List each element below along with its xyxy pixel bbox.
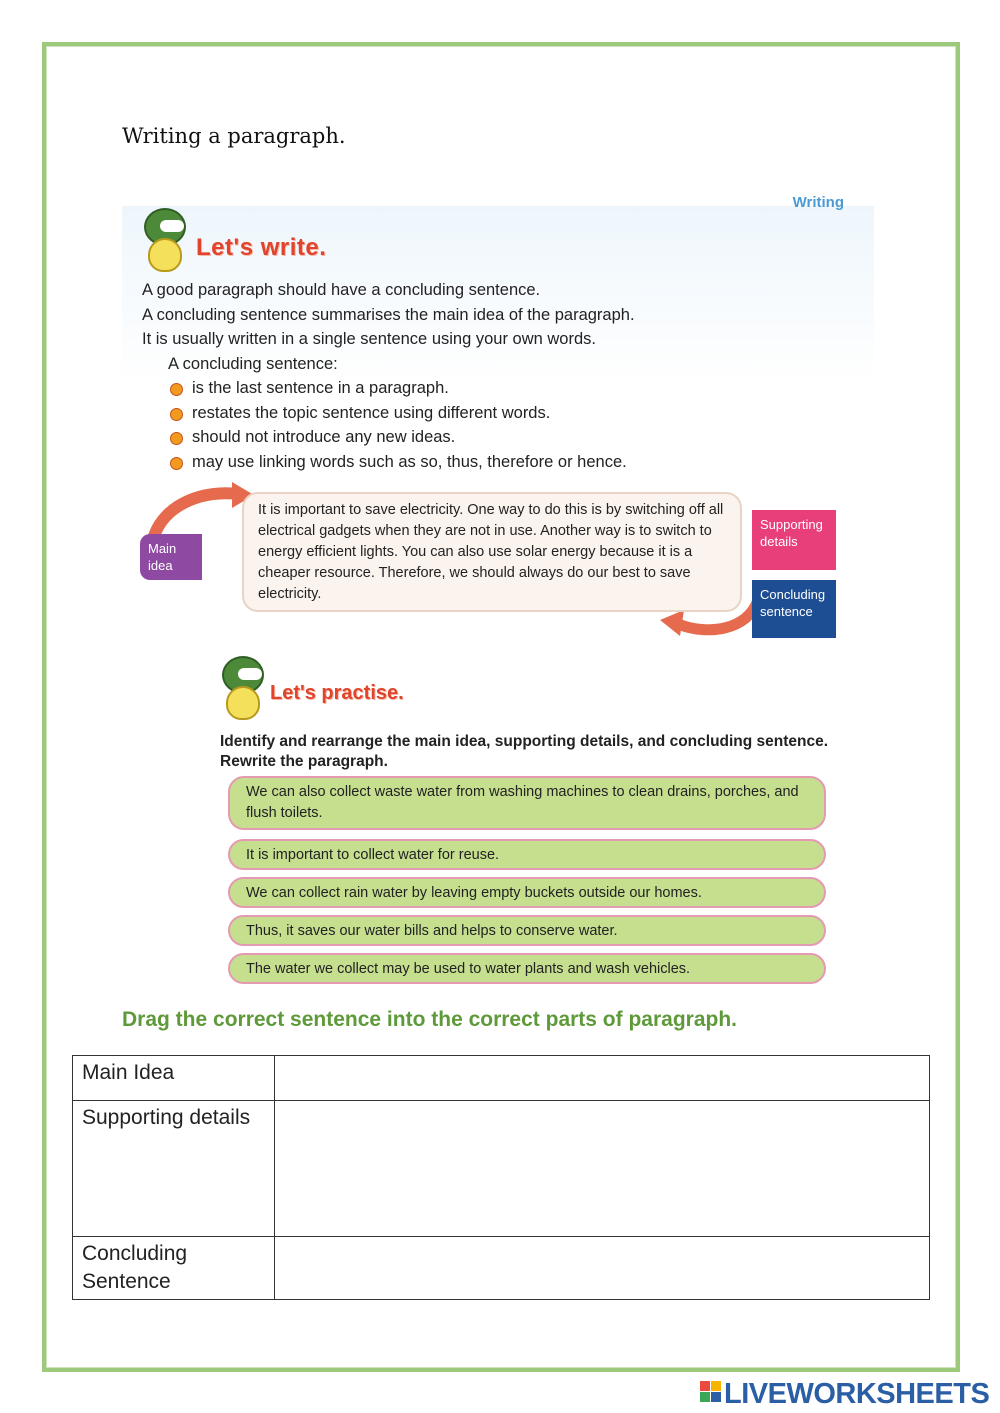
- concluding-heading: A concluding sentence:: [168, 354, 338, 373]
- row-label-concluding-sentence: Concluding Sentence: [73, 1237, 275, 1300]
- liveworksheets-logo: [700, 1378, 989, 1411]
- row-label-main-idea: Main Idea: [73, 1056, 275, 1101]
- drop-zone-concluding-sentence[interactable]: [275, 1237, 930, 1300]
- concluding-sentence-tag: Concluding sentence: [752, 580, 836, 638]
- logo-mark-icon: [700, 1381, 722, 1403]
- lets-practise-title: Let's practise.: [270, 682, 404, 704]
- main-idea-tag: Main idea: [140, 534, 202, 580]
- sentence-card-5[interactable]: The water we collect may be used to water plants and wash vehicles.: [228, 953, 826, 984]
- table-row: [73, 1101, 930, 1237]
- lets-write-title: Let's write.: [196, 234, 327, 261]
- supporting-details-tag: Supporting details: [752, 510, 836, 570]
- paragraph-parts-table: [72, 1055, 930, 1300]
- drop-zone-main-idea[interactable]: [275, 1056, 930, 1101]
- bullet-item: may use linking words such as so, thus, therefore or hence.: [168, 450, 635, 475]
- lesson-panel: [122, 194, 874, 651]
- intro-line: It is usually written in a single sentence using your own words.: [142, 330, 596, 348]
- main-idea-arrow-icon: [146, 482, 256, 542]
- concluding-bullets: [142, 376, 635, 474]
- intro-line: A good paragraph should have a concluding sentence.: [142, 281, 541, 299]
- drop-zone-supporting-details[interactable]: [275, 1101, 930, 1237]
- practice-instruction: Identify and rearrange the main idea, supporting details, and concluding sentence. Rewrite the paragraph.: [220, 733, 829, 770]
- intro-line: A concluding sentence summarises the main idea of the paragraph.: [142, 305, 635, 324]
- table-row: [73, 1237, 930, 1300]
- sentence-card-2[interactable]: It is important to collect water for reuse.: [228, 839, 826, 870]
- bullet-item: should not introduce any new ideas.: [168, 425, 635, 450]
- lesson-text: [142, 278, 635, 474]
- section-label: Writing: [792, 194, 844, 211]
- logo-text: LIVEWORKSHEETS: [724, 1378, 990, 1410]
- bullet-item: restates the topic sentence using different words.: [168, 401, 635, 426]
- bullet-item: is the last sentence in a paragraph.: [168, 376, 635, 401]
- mascot-icon: [138, 208, 188, 270]
- page-title: Writing a paragraph.: [122, 124, 346, 148]
- sentence-card-3[interactable]: We can collect rain water by leaving empty buckets outside our homes.: [228, 877, 826, 908]
- drag-instruction: Drag the correct sentence into the correct parts of paragraph.: [122, 1008, 737, 1031]
- sentence-card-1[interactable]: We can also collect waste water from washing machines to clean drains, porches, and flush toilets.: [228, 776, 826, 830]
- example-paragraph: It is important to save electricity. One way to do this is by switching off all electrical gadgets when they are not in use. Another way is to switch to energy efficient lights. You can also use solar energy because it is a cheaper resource. Therefore, we should always do our best to save electricity.: [242, 492, 742, 612]
- sentence-card-4[interactable]: Thus, it saves our water bills and helps to conserve water.: [228, 915, 826, 946]
- table-row: [73, 1056, 930, 1101]
- mascot-icon: [216, 656, 266, 718]
- row-label-supporting-details: Supporting details: [73, 1101, 275, 1237]
